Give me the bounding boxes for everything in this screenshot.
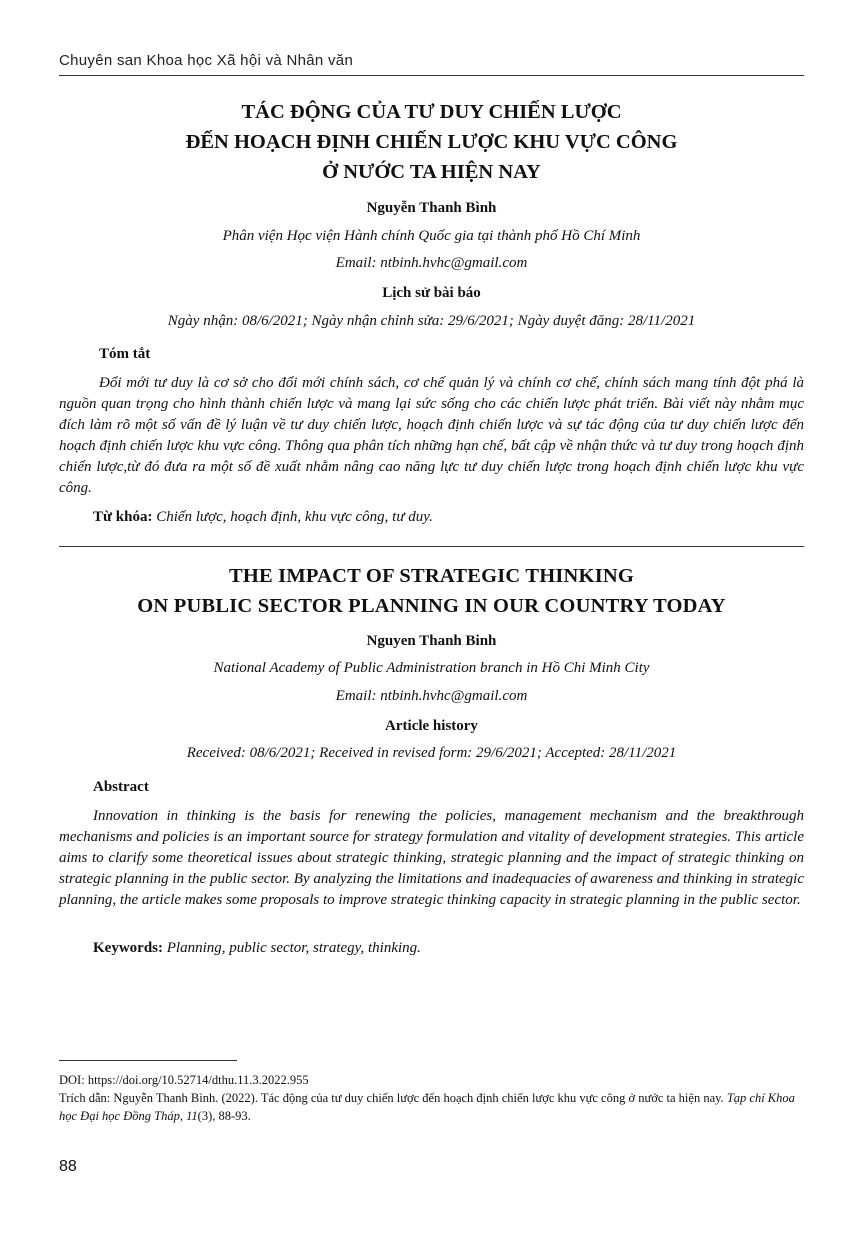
citation-prefix: Trích dẫn: Nguyễn Thanh Bình. (2022). Tác động của tư duy chiến lược đến hoạch định chiến lược khu vực công ở nước ta hiện nay.: [59, 1091, 724, 1105]
keywords-text: Planning, public sector, strategy, thinking.: [166, 940, 421, 956]
history-label-en: Article history: [385, 718, 478, 734]
citation-journal: Tạp chí Khoa học Đại học Đồng Tháp, 11: [59, 1091, 795, 1123]
title-line: THE IMPACT OF STRATEGIC THINKING: [228, 565, 635, 587]
journal-header: Chuyên san Khoa học Xã hội và Nhân văn: [59, 52, 354, 69]
history-en: Received: 08/6/2021; Received in revised form: 29/6/2021; Accepted: 28/11/2021: [186, 745, 677, 761]
header-rule: [59, 75, 804, 76]
abstract-label-en: Abstract: [93, 779, 149, 795]
author-vi: Nguyễn Thanh Bình: [366, 200, 497, 216]
affiliation-en: National Academy of Public Administration branch in Hồ Chi Minh City: [213, 660, 650, 676]
abstract-en: Innovation in thinking is the basis for renewing the policies, management mechanism and the breakthrough mechanisms and policies is an important source for strategy formulation and vitality of development strategies. This article aims to clarify some theoretical issues about strategic thinking, strategic planning and the impact of strategic thinking on strategic planning in the public sector. By analyzing the limitations and inadequacies of awareness and thinking in strategic planning, the article makes some proposals to improve strategic thinking capacity in strategic planning in the public sector.: [59, 808, 804, 908]
doi: DOI: https://doi.org/10.52714/dthu.11.3.2022.955: [59, 1073, 309, 1087]
section-divider: [59, 546, 804, 547]
keywords-en: [93, 940, 421, 957]
email-vi: Email: ntbinh.hvhc@gmail.com: [335, 255, 528, 271]
abstract-label-vi: Tóm tắt: [99, 346, 151, 362]
email-en: Email: ntbinh.hvhc@gmail.com: [335, 688, 528, 704]
keywords-vi: [93, 509, 433, 526]
keywords-label: Keywords:: [93, 940, 163, 956]
abstract-vi: Đổi mới tư duy là cơ sở cho đổi mới chính sách, cơ chế quản lý và chính cơ chế, chính sách mang tính đột phá là nguồn quan trọng cho hình thành chiến lược và mang lại sức sống cho các chiến lược phát triển. Bài viết này nhằm mục đích làm rõ một số vấn đề lý luận về tư duy chiến lược, hoạch định chiến lược và sự tác động của tư duy chiến lược đến hoạch định chiến lược khu vực công. Thông qua phân tích những hạn chế, bất cập về nhận thức và tư duy trong hoạch định chiến lược,từ đó đưa ra một số đề xuất nhằm nâng cao năng lực tư duy chiến lược trong hoạch định chiến lược khu vực công.: [59, 375, 804, 496]
title-line: Ở NƯỚC TA HIỆN NAY: [322, 161, 541, 183]
title-line: TÁC ĐỘNG CỦA TƯ DUY CHIẾN LƯỢC: [241, 101, 622, 123]
keywords-label: Từ khóa:: [93, 509, 153, 525]
history-label-vi: Lịch sử bài báo: [382, 285, 481, 301]
title-english: [59, 561, 804, 621]
citation-suffix: (3), 88-93.: [197, 1109, 251, 1123]
footnote-rule: [59, 1060, 237, 1061]
title-line: ON PUBLIC SECTOR PLANNING IN OUR COUNTRY TODAY: [137, 595, 726, 617]
citation: [59, 1089, 804, 1125]
title-vietnamese: [59, 97, 804, 187]
title-line: ĐẾN HOẠCH ĐỊNH CHIẾN LƯỢC KHU VỰC CÔNG: [185, 131, 678, 153]
affiliation-vi: Phân viện Học viện Hành chính Quốc gia tại thành phố Hồ Chí Minh: [222, 228, 641, 244]
page-number: 88: [59, 1158, 77, 1175]
history-vi: Ngày nhận: 08/6/2021; Ngày nhận chỉnh sửa: 29/6/2021; Ngày duyệt đăng: 28/11/2021: [167, 313, 696, 329]
keywords-text: Chiến lược, hoạch định, khu vực công, tư duy.: [156, 509, 433, 525]
author-en: Nguyen Thanh Binh: [366, 633, 497, 649]
